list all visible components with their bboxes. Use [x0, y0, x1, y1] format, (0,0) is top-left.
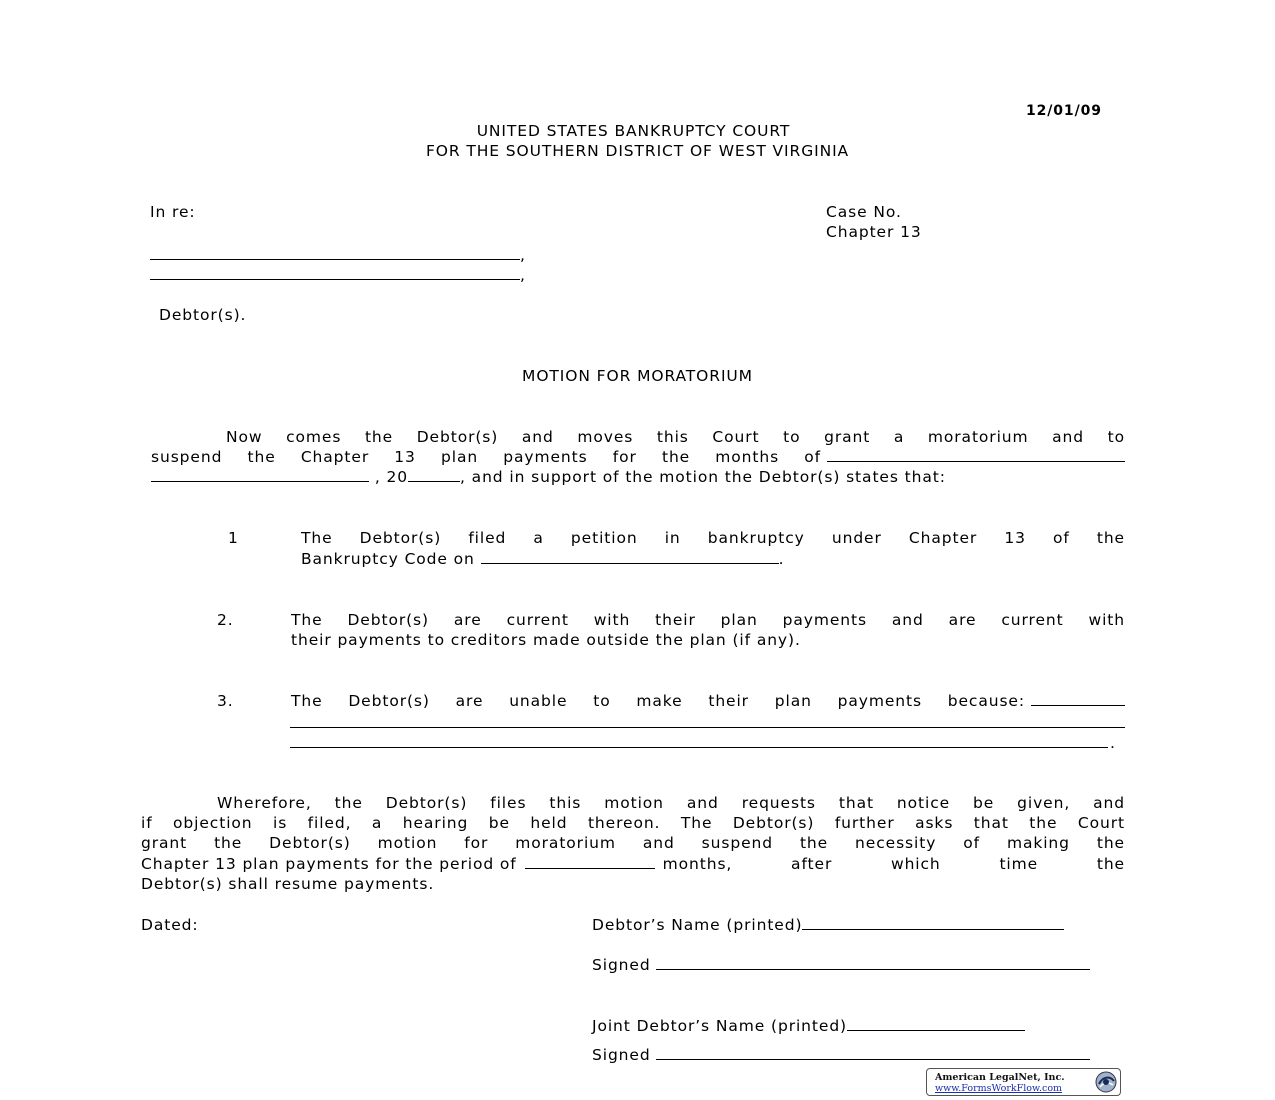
wherefore-line-3: grant the Debtor(s) motion for moratorium and suspend the necessity of making the	[141, 834, 1125, 852]
reason-blank-1[interactable]	[1031, 691, 1125, 706]
court-name-line1: UNITED STATES BANKRUPTCY COURT	[476, 122, 791, 140]
wherefore-line-1: Wherefore, the Debtor(s) files this motion and requests that notice be given, and	[217, 794, 1125, 812]
case-number-label: Case No.	[826, 203, 902, 221]
item-1-line-1: The Debtor(s) filed a petition in bankruptcy under Chapter 13 of the	[301, 529, 1125, 547]
joint-debtor-signature-blank[interactable]	[656, 1045, 1090, 1060]
american-legalnet-logo[interactable]	[926, 1068, 1121, 1096]
wherefore-line-4: Chapter 13 plan payments for the period of months, after which time the	[141, 855, 1125, 873]
item-2-line-2: their payments to creditors made outside the plan (if any).	[291, 631, 801, 649]
item-2-line-1: The Debtor(s) are current with their plan payments and are current with	[291, 611, 1125, 629]
court-name-line2: FOR THE SOUTHERN DISTRICT OF WEST VIRGINIA	[425, 142, 850, 160]
debtor-signature-blank[interactable]	[656, 955, 1090, 970]
moratorium-months-blank[interactable]	[827, 447, 1125, 462]
intro-line-3: , 20 , and in support of the motion the Debtor(s) states that:	[151, 467, 946, 487]
dated-label: Dated:	[141, 916, 199, 934]
debtor-signed-row: Signed	[592, 955, 1090, 975]
item-1-line-2: Bankruptcy Code on .	[301, 550, 785, 568]
document-title: MOTION FOR MORATORIUM	[522, 367, 753, 385]
joint-debtor-signed-row: Signed	[592, 1045, 1090, 1065]
debtor-name-blank-1[interactable]	[150, 245, 520, 260]
in-re-label: In re:	[150, 203, 196, 221]
reason-blank-3[interactable]	[290, 747, 1108, 748]
logo-company-name: American LegalNet, Inc.	[935, 1072, 1065, 1083]
debtors-label: Debtor(s).	[159, 306, 247, 324]
petition-date-blank[interactable]	[481, 549, 779, 564]
chapter-label: Chapter 13	[826, 223, 922, 241]
intro-line-2: suspend the Chapter 13 plan payments for the months of	[151, 447, 1125, 467]
period-months-blank[interactable]	[525, 854, 655, 869]
item-3-line-1: The Debtor(s) are unable to make their plan payments because:	[291, 691, 1125, 711]
item-3-number: 3.	[217, 692, 234, 710]
joint-debtor-name-printed-blank[interactable]	[847, 1016, 1025, 1031]
wherefore-line-2: if objection is filed, a hearing be held thereon. The Debtor(s) further asks that the Court	[141, 814, 1125, 832]
debtor-name-blank-2[interactable]	[150, 265, 520, 280]
joint-debtor-name-printed-row: Joint Debtor’s Name (printed)	[592, 1016, 1025, 1036]
moratorium-months-blank-2[interactable]	[151, 467, 369, 482]
item-3-period: .	[1110, 734, 1116, 752]
reason-blank-2[interactable]	[290, 727, 1125, 728]
year-blank[interactable]	[408, 467, 460, 482]
intro-line-1: Now comes the Debtor(s) and moves this Court to grant a moratorium and to	[226, 428, 1125, 446]
logo-url-link[interactable]: www.FormsWorkFlow.com	[935, 1083, 1063, 1094]
revision-date: 12/01/09	[1026, 103, 1102, 119]
debtor-name-printed-blank[interactable]	[802, 915, 1064, 930]
debtor-name-line-1[interactable]: ,	[150, 245, 526, 265]
item-2-number: 2.	[217, 611, 234, 629]
debtor-name-printed-row: Debtor’s Name (printed)	[592, 915, 1064, 935]
debtor-name-line-2[interactable]: ,	[150, 265, 526, 285]
item-1-number: 1	[228, 529, 239, 547]
globe-icon	[1095, 1071, 1117, 1093]
wherefore-line-5: Debtor(s) shall resume payments.	[141, 875, 435, 893]
